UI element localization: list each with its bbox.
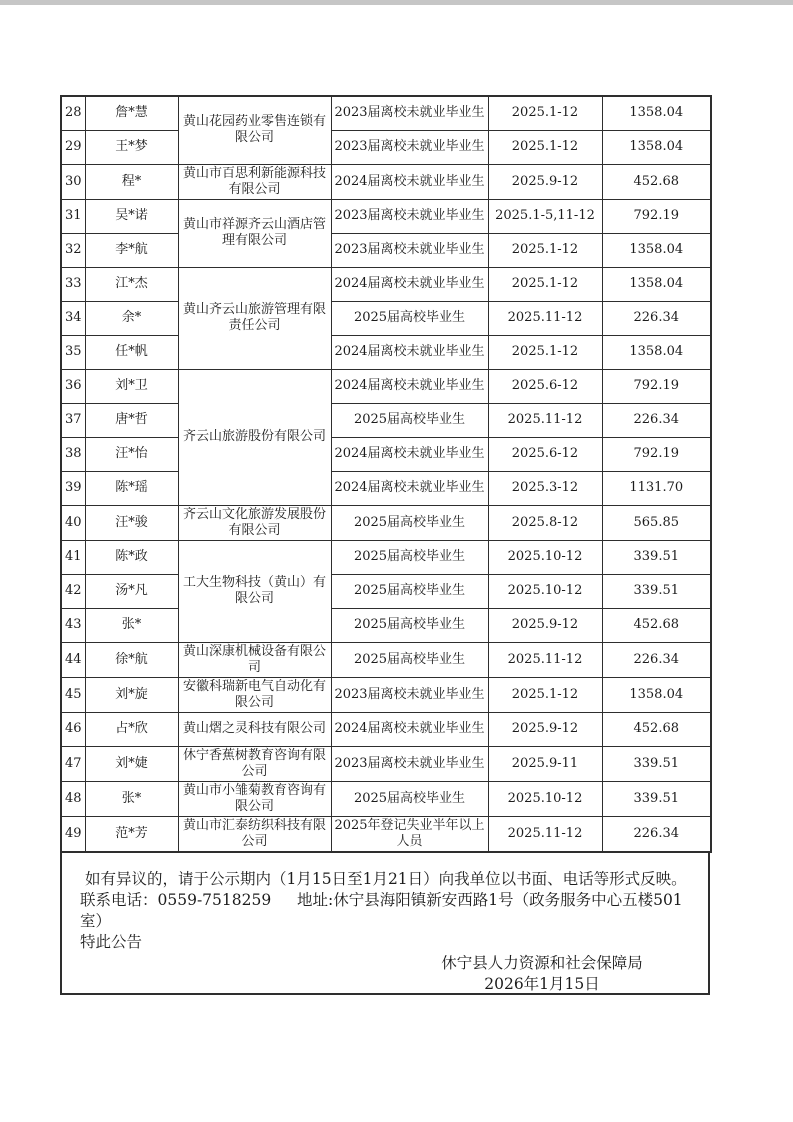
amount-cell: 226.34	[602, 301, 711, 335]
table-row	[61, 642, 711, 677]
name-cell: 张*	[85, 781, 178, 816]
amount-cell: 1358.04	[602, 130, 711, 164]
amount-cell: 792.19	[602, 437, 711, 471]
amount-cell: 792.19	[602, 369, 711, 403]
row-number-cell: 30	[61, 164, 85, 199]
row-number-cell: 38	[61, 437, 85, 471]
status-cell: 2024届离校未就业毕业生	[331, 164, 488, 199]
row-number-cell: 43	[61, 608, 85, 642]
table-row	[61, 471, 711, 505]
table-row	[61, 505, 711, 540]
name-cell: 范*芳	[85, 816, 178, 852]
period-cell: 2025.3-12	[488, 471, 602, 505]
status-cell: 2025年登记失业半年以上人员	[331, 816, 488, 852]
page-top-edge	[0, 0, 793, 5]
period-cell: 2025.10-12	[488, 781, 602, 816]
company-cell: 黄山市小雏菊教育咨询有限公司	[178, 781, 331, 816]
name-cell: 李*航	[85, 233, 178, 267]
name-cell: 汪*怡	[85, 437, 178, 471]
amount-cell: 1358.04	[602, 233, 711, 267]
row-number-cell: 33	[61, 267, 85, 301]
period-cell: 2025.6-12	[488, 369, 602, 403]
footer-phone: 联系电话：0559-7518259	[80, 890, 272, 909]
footer-notice: 如有异议的，请于公示期内（1月15日至1月21日）向我单位以书面、电话等形式反映。	[85, 869, 687, 888]
table-row	[61, 437, 711, 471]
table-row	[61, 608, 711, 642]
amount-cell: 452.68	[602, 164, 711, 199]
subsidy-table-body	[61, 96, 711, 852]
footer-closing: 特此公告	[80, 932, 143, 951]
row-number-cell: 42	[61, 574, 85, 608]
name-cell: 陈*瑶	[85, 471, 178, 505]
status-cell: 2024届离校未就业毕业生	[331, 369, 488, 403]
row-number-cell: 39	[61, 471, 85, 505]
amount-cell: 339.51	[602, 746, 711, 781]
table-row	[61, 130, 711, 164]
period-cell: 2025.1-12	[488, 130, 602, 164]
footer-address: 地址:休宁县海阳镇新安西路1号（政务服务中心五楼501室）	[80, 890, 683, 930]
name-cell: 王*梦	[85, 130, 178, 164]
status-cell: 2025届高校毕业生	[331, 301, 488, 335]
name-cell: 唐*哲	[85, 403, 178, 437]
subsidy-table	[60, 95, 712, 853]
status-cell: 2025届高校毕业生	[331, 608, 488, 642]
row-number-cell: 40	[61, 505, 85, 540]
row-number-cell: 32	[61, 233, 85, 267]
row-number-cell: 47	[61, 746, 85, 781]
amount-cell: 1358.04	[602, 677, 711, 712]
name-cell: 占*欣	[85, 712, 178, 746]
name-cell: 詹*慧	[85, 96, 178, 130]
amount-cell: 226.34	[602, 816, 711, 852]
name-cell: 徐*航	[85, 642, 178, 677]
name-cell: 任*帆	[85, 335, 178, 369]
status-cell: 2024届离校未就业毕业生	[331, 471, 488, 505]
period-cell: 2025.1-12	[488, 677, 602, 712]
row-number-cell: 34	[61, 301, 85, 335]
status-cell: 2024届离校未就业毕业生	[331, 437, 488, 471]
status-cell: 2023届离校未就业毕业生	[331, 677, 488, 712]
status-cell: 2023届离校未就业毕业生	[331, 96, 488, 130]
footer-signature	[392, 953, 692, 995]
status-cell: 2025届高校毕业生	[331, 574, 488, 608]
company-cell: 黄山市汇泰纺织科技有限公司	[178, 816, 331, 852]
status-cell: 2025届高校毕业生	[331, 505, 488, 540]
company-cell: 工大生物科技（黄山）有限公司	[178, 540, 331, 642]
row-number-cell: 35	[61, 335, 85, 369]
announcement-footer	[60, 853, 710, 995]
period-cell: 2025.6-12	[488, 437, 602, 471]
period-cell: 2025.9-12	[488, 712, 602, 746]
amount-cell: 339.51	[602, 540, 711, 574]
amount-cell: 1358.04	[602, 335, 711, 369]
row-number-cell: 36	[61, 369, 85, 403]
company-cell: 黄山齐云山旅游管理有限责任公司	[178, 267, 331, 369]
table-row	[61, 233, 711, 267]
period-cell: 2025.1-12	[488, 96, 602, 130]
name-cell: 汪*骏	[85, 505, 178, 540]
period-cell: 2025.1-5,11-12	[488, 199, 602, 233]
table-row	[61, 816, 711, 852]
status-cell: 2025届高校毕业生	[331, 540, 488, 574]
company-cell: 黄山花园药业零售连锁有限公司	[178, 96, 331, 164]
table-row	[61, 540, 711, 574]
name-cell: 刘*旋	[85, 677, 178, 712]
name-cell: 汤*凡	[85, 574, 178, 608]
amount-cell: 1358.04	[602, 267, 711, 301]
period-cell: 2025.11-12	[488, 301, 602, 335]
period-cell: 2025.11-12	[488, 403, 602, 437]
table-row	[61, 677, 711, 712]
company-cell: 黄山熠之灵科技有限公司	[178, 712, 331, 746]
table-row	[61, 712, 711, 746]
status-cell: 2023届离校未就业毕业生	[331, 130, 488, 164]
table-row	[61, 199, 711, 233]
status-cell: 2023届离校未就业毕业生	[331, 199, 488, 233]
status-cell: 2025届高校毕业生	[331, 642, 488, 677]
table-row	[61, 746, 711, 781]
name-cell: 程*	[85, 164, 178, 199]
period-cell: 2025.11-12	[488, 642, 602, 677]
status-cell: 2024届离校未就业毕业生	[331, 712, 488, 746]
status-cell: 2025届高校毕业生	[331, 781, 488, 816]
row-number-cell: 31	[61, 199, 85, 233]
company-cell: 黄山市百思利新能源科技有限公司	[178, 164, 331, 199]
name-cell: 吴*诺	[85, 199, 178, 233]
table-row	[61, 781, 711, 816]
company-cell: 休宁香蕉树教育咨询有限公司	[178, 746, 331, 781]
amount-cell: 452.68	[602, 608, 711, 642]
row-number-cell: 46	[61, 712, 85, 746]
period-cell: 2025.9-12	[488, 164, 602, 199]
row-number-cell: 28	[61, 96, 85, 130]
table-row	[61, 335, 711, 369]
period-cell: 2025.10-12	[488, 540, 602, 574]
table-row	[61, 301, 711, 335]
table-row	[61, 403, 711, 437]
period-cell: 2025.1-12	[488, 233, 602, 267]
company-cell: 齐云山旅游股份有限公司	[178, 369, 331, 505]
table-row	[61, 574, 711, 608]
announcement-box	[60, 95, 710, 995]
period-cell: 2025.1-12	[488, 335, 602, 369]
status-cell: 2024届离校未就业毕业生	[331, 335, 488, 369]
table-row	[61, 96, 711, 130]
amount-cell: 339.51	[602, 574, 711, 608]
amount-cell: 226.34	[602, 403, 711, 437]
name-cell: 刘*婕	[85, 746, 178, 781]
row-number-cell: 29	[61, 130, 85, 164]
status-cell: 2025届高校毕业生	[331, 403, 488, 437]
period-cell: 2025.9-12	[488, 608, 602, 642]
company-cell: 黄山深康机械设备有限公司	[178, 642, 331, 677]
company-cell: 齐云山文化旅游发展股份有限公司	[178, 505, 331, 540]
table-row	[61, 164, 711, 199]
row-number-cell: 41	[61, 540, 85, 574]
footer-contact-line	[80, 890, 692, 932]
name-cell: 江*杰	[85, 267, 178, 301]
amount-cell: 452.68	[602, 712, 711, 746]
row-number-cell: 44	[61, 642, 85, 677]
status-cell: 2024届离校未就业毕业生	[331, 267, 488, 301]
period-cell: 2025.8-12	[488, 505, 602, 540]
row-number-cell: 49	[61, 816, 85, 852]
period-cell: 2025.10-12	[488, 574, 602, 608]
amount-cell: 1358.04	[602, 96, 711, 130]
period-cell: 2025.1-12	[488, 267, 602, 301]
name-cell: 刘*卫	[85, 369, 178, 403]
amount-cell: 565.85	[602, 505, 711, 540]
amount-cell: 792.19	[602, 199, 711, 233]
name-cell: 张*	[85, 608, 178, 642]
row-number-cell: 48	[61, 781, 85, 816]
name-cell: 陈*政	[85, 540, 178, 574]
amount-cell: 339.51	[602, 781, 711, 816]
status-cell: 2023届离校未就业毕业生	[331, 233, 488, 267]
amount-cell: 226.34	[602, 642, 711, 677]
table-row	[61, 369, 711, 403]
footer-date: 2026年1月15日	[484, 974, 600, 993]
company-cell: 黄山市祥源齐云山酒店管理有限公司	[178, 199, 331, 267]
amount-cell: 1131.70	[602, 471, 711, 505]
period-cell: 2025.11-12	[488, 816, 602, 852]
table-row	[61, 267, 711, 301]
row-number-cell: 37	[61, 403, 85, 437]
status-cell: 2023届离校未就业毕业生	[331, 746, 488, 781]
period-cell: 2025.9-11	[488, 746, 602, 781]
footer-issuer: 休宁县人力资源和社会保障局	[441, 953, 643, 972]
name-cell: 余*	[85, 301, 178, 335]
company-cell: 安徽科瑞新电气自动化有限公司	[178, 677, 331, 712]
row-number-cell: 45	[61, 677, 85, 712]
